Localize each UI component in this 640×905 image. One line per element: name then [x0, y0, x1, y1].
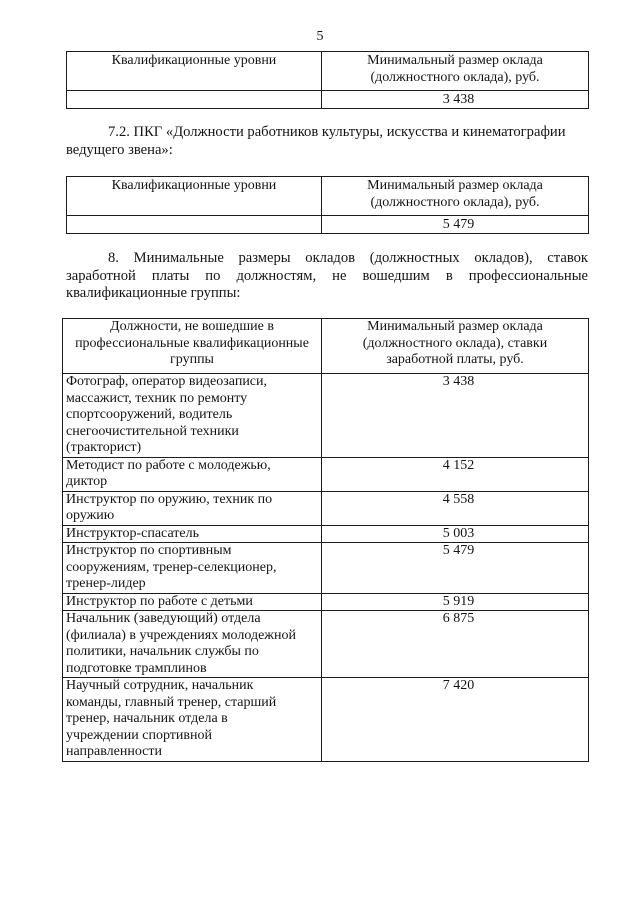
table-row — [63, 374, 589, 458]
salary-value: 3 438 — [322, 91, 589, 109]
position-cell: Инструктор по оружию, техник по оружию — [63, 491, 322, 525]
section-8: 8. Минимальные размеры окладов (должностных окладов), ставок заработной платы по должностям, не вошедшим в профессиональные квалификационные группы: — [66, 250, 588, 301]
min-salary-header: Минимальный размер оклада (должностного оклада), руб. — [322, 177, 589, 216]
salary-value: 3 438 — [322, 374, 589, 458]
position-cell: Методист по работе с молодежью, диктор — [63, 457, 322, 491]
table-row — [63, 678, 589, 762]
table-row — [63, 525, 589, 543]
salary-value: 4 152 — [322, 457, 589, 491]
salary-value: 7 420 — [322, 678, 589, 762]
position-cell: Научный сотрудник, начальник команды, главный тренер, старший тренер, начальник отдела в учреждении спортивной направленности — [63, 678, 322, 762]
salary-value: 5 479 — [322, 543, 589, 594]
table-row — [63, 611, 589, 678]
salary-table-2 — [66, 176, 589, 234]
table-row — [63, 543, 589, 594]
positions-header: Должности, не вошедшие в профессиональные квалификационные группы — [63, 319, 322, 374]
position-cell: Инструктор по работе с детьми — [63, 593, 322, 611]
qualification-levels-header: Квалификационные уровни — [67, 177, 322, 216]
min-salary-header: Минимальный размер оклада (должностного оклада), ставки заработной платы, руб. — [322, 319, 589, 374]
position-cell: Инструктор-спасатель — [63, 525, 322, 543]
section-7-2: 7.2. ПКГ «Должности работников культуры, искусства и кинематографии ведущего звена»: — [66, 124, 566, 158]
min-salary-header: Минимальный размер оклада (должностного оклада), руб. — [322, 52, 589, 91]
position-cell: Инструктор по спортивным сооружениям, тренер-селекционер, тренер-лидер — [63, 543, 322, 594]
position-cell: Фотограф, оператор видеозаписи, массажист, техник по ремонту спортсооружений, водитель снегоочистительной техники (тракторист) — [63, 374, 322, 458]
table-row — [63, 457, 589, 491]
salary-value: 5 003 — [322, 525, 589, 543]
salary-value: 6 875 — [322, 611, 589, 678]
page-number: 5 — [316, 29, 324, 44]
salary-value: 5 479 — [322, 216, 589, 234]
salary-value: 5 919 — [322, 593, 589, 611]
salary-table-1 — [66, 51, 589, 109]
qualification-levels-header: Квалификационные уровни — [67, 52, 322, 91]
table-row — [63, 593, 589, 611]
salary-table-3 — [62, 318, 589, 762]
table-row — [63, 491, 589, 525]
qualification-level-cell — [67, 216, 322, 234]
position-cell: Начальник (заведующий) отдела (филиала) в учреждениях молодежной политики, начальник службы по подготовке трамплинов — [63, 611, 322, 678]
qualification-level-cell — [67, 91, 322, 109]
salary-value: 4 558 — [322, 491, 589, 525]
